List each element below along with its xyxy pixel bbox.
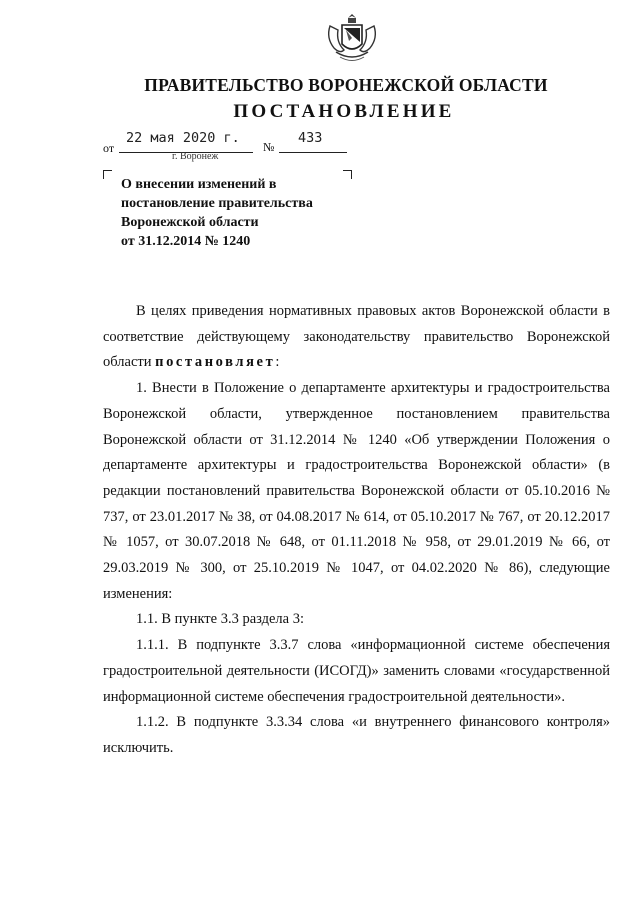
number-underline	[279, 152, 347, 153]
intro-colon: :	[275, 354, 280, 371]
subject-line: от 31.12.2014 № 1240	[121, 234, 251, 249]
intro-text: В целях приведения нормативных правовых актов Воронежской области в соответствие действующему законодательству правительство Воронежской области	[103, 303, 610, 371]
item-1-paragraph: 1. Внести в Положение о департаменте архитектуры и градостроительства Воронежской области, утвержденное постановлением правительства Воронежской области от 31.12.2014 № 1240 «Об утверждении Положения о департаменте архитектуры и градостроительства Воронежской области» (в редакции постановлений правительства Воронежской области от 05.10.2016 № 737, от 23.01.2017 № 38, от 04.08.2017 № 614, от 05.10.2017 № 767, от 20.12.2017 № 1057, от 30.07.2018 № 648, от 01.11.2018 № 958, от 29.01.2019 № 66, от 29.03.2019 № 300, от 25.10.2019 № 1047, от 04.02.2020 № 86), следующие изменения:	[103, 380, 610, 602]
subject-corner-left	[103, 170, 112, 179]
item-1-1-1-paragraph: 1.1.1. В подпункте 3.3.7 слова «информационной системе обеспечения градостроительной деятельности (ИСОГД)» заменить словами «государственной информационной системе обеспечения градостроительной деятельности».	[103, 637, 610, 705]
document-type-heading: ПОСТАНОВЛЕНИЕ	[233, 101, 455, 122]
city-label: г. Воронеж	[172, 151, 219, 162]
government-title: ПРАВИТЕЛЬСТВО ВОРОНЕЖСКОЙ ОБЛАСТИ	[144, 75, 548, 95]
intro-paragraph	[103, 299, 610, 376]
coat-of-arms-emblem	[322, 8, 382, 66]
subject-line: Воронежской области	[121, 215, 259, 230]
document-number: 433	[298, 130, 323, 146]
number-prefix: №	[263, 140, 275, 154]
subject-line: постановление правительства	[121, 196, 313, 211]
item-1-1-paragraph: 1.1. В пункте 3.3 раздела 3:	[136, 611, 304, 628]
subject-line: О внесении изменений в	[121, 177, 277, 192]
document-body	[103, 299, 610, 762]
decree-verb: постановляет	[155, 354, 276, 371]
document-date: 22 мая 2020 г.	[126, 130, 240, 146]
item-1-1-2-paragraph: 1.1.2. В подпункте 3.3.34 слова «и внутреннего финансового контроля» исключить.	[103, 714, 610, 756]
date-prefix: от	[103, 141, 115, 155]
document-subject	[121, 175, 351, 251]
